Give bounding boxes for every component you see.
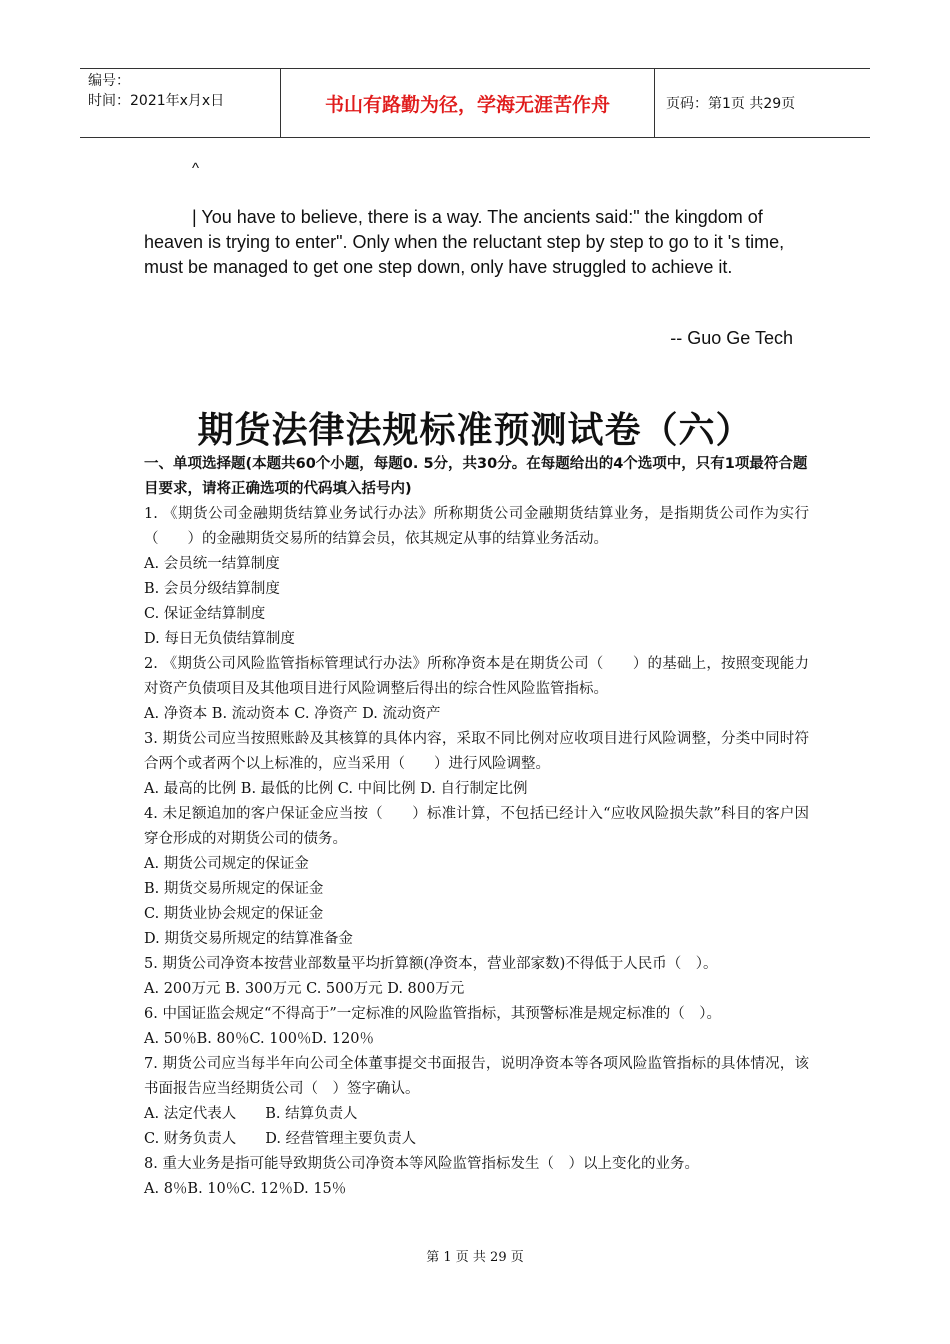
page-footer: 第 1 页 共 29 页	[426, 1250, 524, 1265]
option-line: A. 50％B. 80％C. 100％D. 120％	[144, 1031, 374, 1047]
question-line: 7. 期货公司应当每半年向公司全体董事提交书面报告，说明净资本等各项风险监管指标的具体情况，该书面报告应当经期货公司（ ）签字确认。	[144, 1056, 809, 1097]
question-line: 3. 期货公司应当按照账龄及其核算的具体内容，采取不同比例对应收项目进行风险调整，分类中同时符合两个或者两个以上标准的，应当采用（ ）进行风险调整。	[144, 731, 809, 772]
option-line: A. 期货公司规定的保证金	[144, 856, 309, 872]
option-line: D. 每日无负债结算制度	[144, 631, 295, 647]
question-line: 5. 期货公司净资本按营业部数量平均折算额(净资本，营业部家数)不得低于人民币（ ）。	[144, 956, 718, 972]
header-motto: 书山有路勤为径，学海无涯苦作舟	[281, 69, 655, 137]
option-line: B. 会员分级结算制度	[144, 581, 280, 597]
quote-text: | You have to believe, there is a way. The ancients said:" the kingdom of heaven is trying to enter". Only when the reluctant step by step to go to it 's time, must be managed to get one step down, only have struggled to achieve it.	[144, 207, 785, 277]
document-time-label: 时间：2021年x月x日	[88, 93, 225, 109]
quote-block	[144, 205, 809, 280]
question-line: 4. 未足额追加的客户保证金应当按（ ）标准计算，不包括已经计入“应收风险损失款”科目的客户因穿仓形成的对期货公司的债务。	[144, 806, 809, 847]
option-line: A. 净资本 B. 流动资本 C. 净资产 D. 流动资产	[144, 706, 441, 722]
caret-mark: ^	[192, 160, 200, 177]
option-line: C. 财务负责人 D. 经营管理主要负责人	[144, 1131, 417, 1147]
option-line: A. 200万元 B. 300万元 C. 500万元 D. 800万元	[144, 981, 465, 997]
option-line: A. 最高的比例 B. 最低的比例 C. 中间比例 D. 自行制定比例	[144, 781, 528, 797]
option-line: A. 会员统一结算制度	[144, 556, 280, 572]
section-heading: 一、单项选择题(本题共60个小题，每题0. 5分，共30分。在每题给出的4个选项中，只有1项最符合题目要求，请将正确选项的代码填入括号内)	[144, 456, 808, 497]
option-line: A. 8％B. 10％C. 12％D. 15％	[144, 1181, 347, 1197]
document-title: 期货法律法规标准预测试卷（六）	[197, 410, 753, 451]
option-line: C. 期货业协会规定的保证金	[144, 906, 324, 922]
header-page-info: 页码：第1页 共29页	[666, 96, 796, 112]
quote-signature: -- Guo Ge Tech	[670, 328, 793, 348]
question-line: 6. 中国证监会规定“不得高于”一定标准的风险监管指标，其预警标准是规定标准的（ ）。	[144, 1006, 722, 1022]
option-line: C. 保证金结算制度	[144, 606, 266, 622]
option-line: B. 期货交易所规定的保证金	[144, 881, 324, 897]
question-line: 1. 《期货公司金融期货结算业务试行办法》所称期货公司金融期货结算业务，是指期货公司作为实行（ ）的金融期货交易所的结算会员，依其规定从事的结算业务活动。	[144, 506, 809, 547]
question-body	[144, 452, 809, 1202]
option-line: A. 法定代表人 B. 结算负责人	[144, 1106, 358, 1122]
option-line: D. 期货交易所规定的结算准备金	[144, 931, 353, 947]
question-line: 2. 《期货公司风险监管指标管理试行办法》所称净资本是在期货公司（ ）的基础上，按照变现能力对资产负债项目及其他项目进行风险调整后得出的综合性风险监管指标。	[144, 656, 809, 697]
question-line: 8. 重大业务是指可能导致期货公司净资本等风险监管指标发生（ ）以上变化的业务。	[144, 1156, 699, 1172]
document-number-label: 编号：	[88, 73, 130, 89]
header-table	[80, 68, 870, 138]
header-meta-cell	[80, 69, 281, 137]
